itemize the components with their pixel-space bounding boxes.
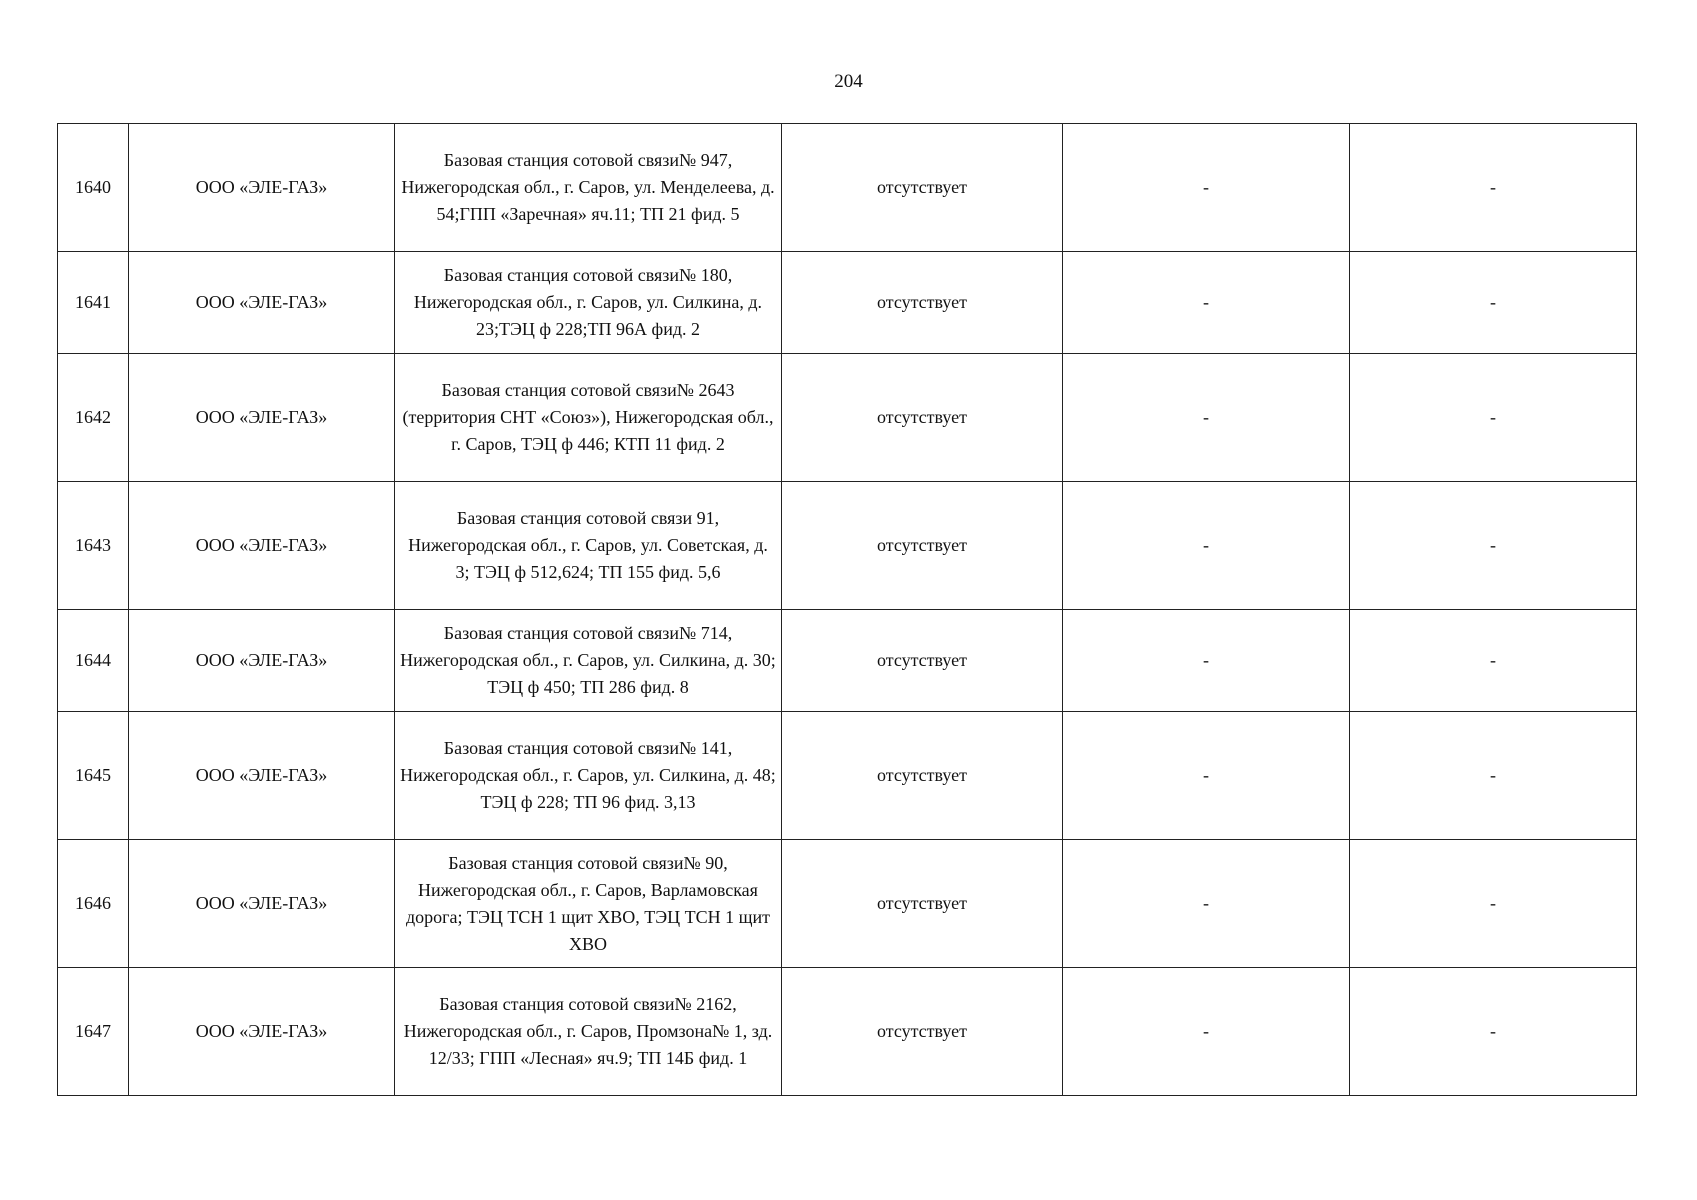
organization: ООО «ЭЛЕ-ГАЗ» xyxy=(129,840,395,968)
row-number: 1641 xyxy=(58,252,129,354)
column-6-value: - xyxy=(1350,610,1637,712)
status: отсутствует xyxy=(782,482,1063,610)
object-description: Базовая станция сотовой связи 91, Нижегородская обл., г. Саров, ул. Советская, д. 3; ТЭЦ ф 512,624; ТП 155 фид. 5,6 xyxy=(395,482,782,610)
object-description: Базовая станция сотовой связи№ 2643 (территория СНТ «Союз»), Нижегородская обл., г. Саров, ТЭЦ ф 446; КТП 11 фид. 2 xyxy=(395,354,782,482)
status: отсутствует xyxy=(782,354,1063,482)
column-6-value: - xyxy=(1350,124,1637,252)
row-number: 1645 xyxy=(58,712,129,840)
row-number: 1640 xyxy=(58,124,129,252)
organization: ООО «ЭЛЕ-ГАЗ» xyxy=(129,712,395,840)
object-description: Базовая станция сотовой связи№ 141, Нижегородская обл., г. Саров, ул. Силкина, д. 48; ТЭЦ ф 228; ТП 96 фид. 3,13 xyxy=(395,712,782,840)
column-5-value: - xyxy=(1063,712,1350,840)
column-5-value: - xyxy=(1063,610,1350,712)
object-description: Базовая станция сотовой связи№ 90, Нижегородская обл., г. Саров, Варламовская дорога; ТЭЦ ТСН 1 щит ХВО, ТЭЦ ТСН 1 щит ХВО xyxy=(395,840,782,968)
organization: ООО «ЭЛЕ-ГАЗ» xyxy=(129,124,395,252)
object-description: Базовая станция сотовой связи№ 2162, Нижегородская обл., г. Саров, Промзона№ 1, зд. 12/33; ГПП «Лесная» яч.9; ТП 14Б фид. 1 xyxy=(395,968,782,1096)
object-description: Базовая станция сотовой связи№ 180, Нижегородская обл., г. Саров, ул. Силкина, д. 23;ТЭЦ ф 228;ТП 96А фид. 2 xyxy=(395,252,782,354)
organization: ООО «ЭЛЕ-ГАЗ» xyxy=(129,610,395,712)
column-5-value: - xyxy=(1063,840,1350,968)
table-row xyxy=(58,712,1637,840)
table-row xyxy=(58,124,1637,252)
column-5-value: - xyxy=(1063,354,1350,482)
organization: ООО «ЭЛЕ-ГАЗ» xyxy=(129,354,395,482)
row-number: 1647 xyxy=(58,968,129,1096)
column-6-value: - xyxy=(1350,712,1637,840)
table-row xyxy=(58,252,1637,354)
column-5-value: - xyxy=(1063,482,1350,610)
object-description: Базовая станция сотовой связи№ 947, Нижегородская обл., г. Саров, ул. Менделеева, д. 54;ГПП «Заречная» яч.11; ТП 21 фид. 5 xyxy=(395,124,782,252)
column-6-value: - xyxy=(1350,354,1637,482)
column-6-value: - xyxy=(1350,482,1637,610)
page-number: 204 xyxy=(834,71,863,92)
column-5-value: - xyxy=(1063,968,1350,1096)
status: отсутствует xyxy=(782,610,1063,712)
row-number: 1643 xyxy=(58,482,129,610)
table-row xyxy=(58,482,1637,610)
table-row xyxy=(58,610,1637,712)
organization: ООО «ЭЛЕ-ГАЗ» xyxy=(129,482,395,610)
column-6-value: - xyxy=(1350,840,1637,968)
column-6-value: - xyxy=(1350,252,1637,354)
organization: ООО «ЭЛЕ-ГАЗ» xyxy=(129,968,395,1096)
table-row xyxy=(58,840,1637,968)
column-6-value: - xyxy=(1350,968,1637,1096)
column-5-value: - xyxy=(1063,124,1350,252)
status: отсутствует xyxy=(782,840,1063,968)
object-description: Базовая станция сотовой связи№ 714, Нижегородская обл., г. Саров, ул. Силкина, д. 30; ТЭЦ ф 450; ТП 286 фид. 8 xyxy=(395,610,782,712)
column-5-value: - xyxy=(1063,252,1350,354)
table-row xyxy=(58,968,1637,1096)
table-row xyxy=(58,354,1637,482)
status: отсутствует xyxy=(782,968,1063,1096)
row-number: 1644 xyxy=(58,610,129,712)
status: отсутствует xyxy=(782,252,1063,354)
status: отсутствует xyxy=(782,712,1063,840)
registry-table xyxy=(57,123,1637,1096)
organization: ООО «ЭЛЕ-ГАЗ» xyxy=(129,252,395,354)
status: отсутствует xyxy=(782,124,1063,252)
row-number: 1646 xyxy=(58,840,129,968)
row-number: 1642 xyxy=(58,354,129,482)
